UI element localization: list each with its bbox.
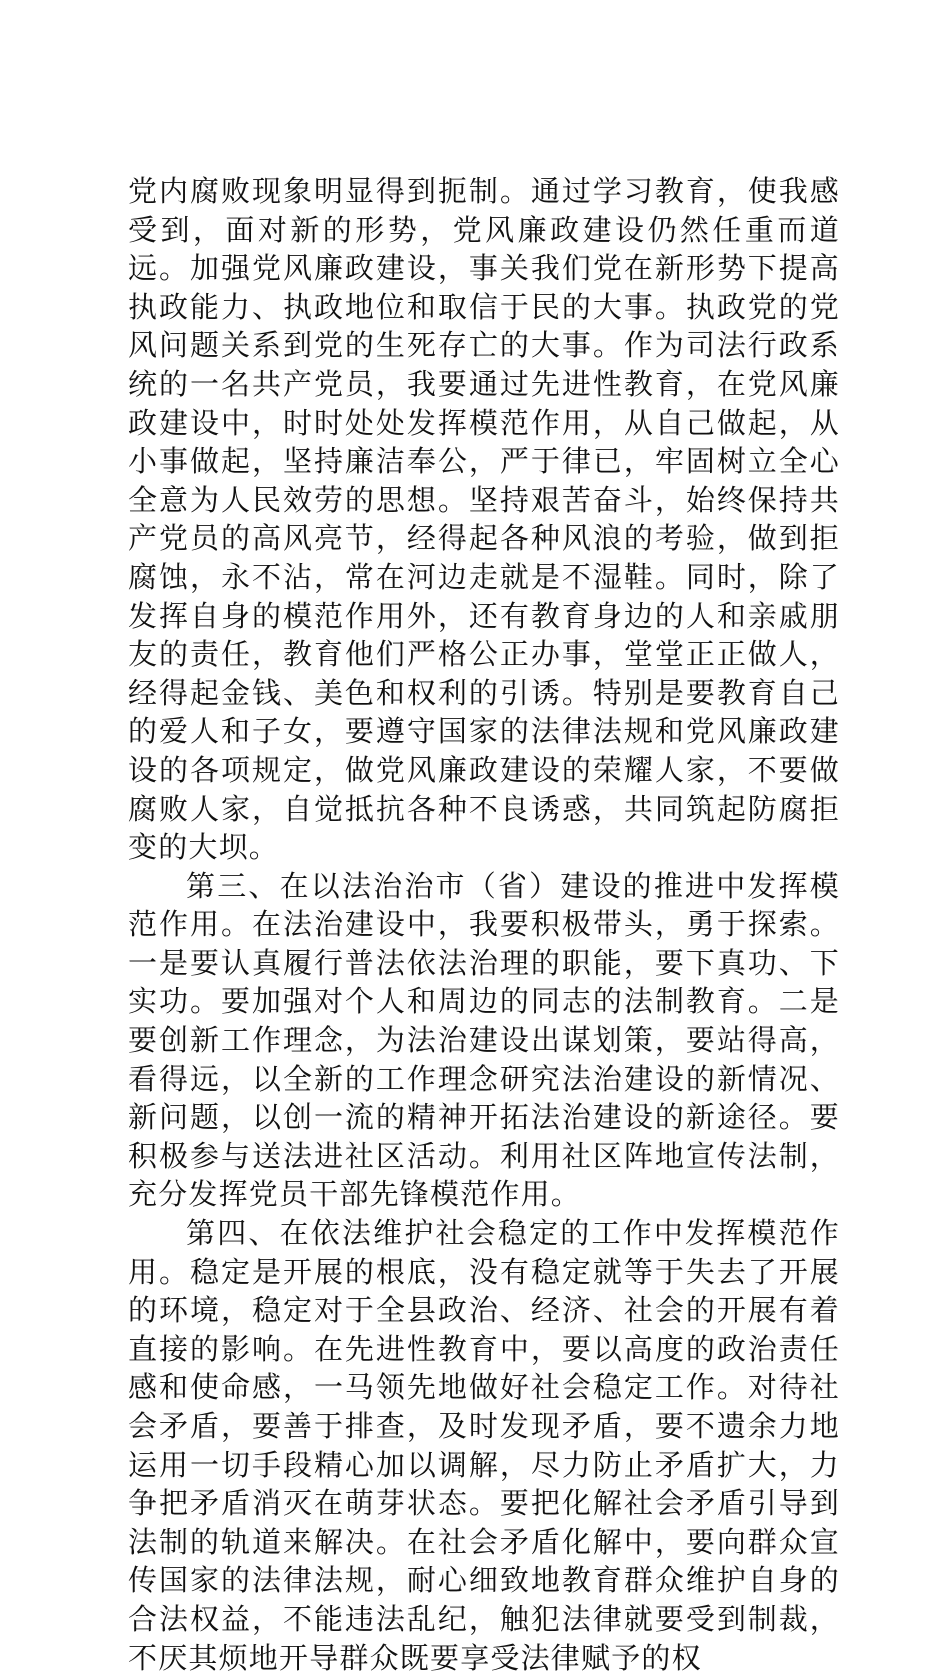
paragraph-social-stability: 第四、在依法维护社会稳定的工作中发挥模范作用。稳定是开展的根底，没有稳定就等于失去了开展的环境，稳定对于全县政治、经济、社会的开展有着直接的影响。在先进性教育中，要以高度的政治责任感和使命感，一马领先地做好社会稳定工作。对待社会矛盾，要善于排查，及时发现矛盾，要不遗余力地运用一切手段精心加以调解，尽力防止矛盾扩大，力争把矛盾消灭在萌芽状态。要把化解社会矛盾引导到法制的轨道来解决。在社会矛盾化解中，要向群众宣传国家的法律法规，耐心细致地教育群众维护自身的合法权益，不能违法乱纪，触犯法律就要受到制裁，不厌其烦地开导群众既要享受法律赋予的权	[128, 1216, 840, 1675]
paragraph-rule-of-law: 第三、在以法治治市（省）建设的推进中发挥模范作用。在法治建设中，我要积极带头，勇于探索。一是要认真履行普法依法治理的职能，要下真功、下实功。要加强对个人和周边的同志的法制教育。二是要创新工作理念，为法治建设出谋划策，要站得高，看得远，以全新的工作理念研究法治建设的新情况、新问题，以创一流的精神开拓法治建设的新途径。要积极参与送法进社区活动。利用社区阵地宣传法制，充分发挥党员干部先锋模范作用。	[128, 868, 840, 1212]
document-body	[128, 172, 840, 1677]
paragraph-integrity: 党内腐败现象明显得到扼制。通过学习教育，使我感受到，面对新的形势，党风廉政建设仍然任重而道远。加强党风廉政建设，事关我们党在新形势下提高执政能力、执政地位和取信于民的大事。执政党的党风问题关系到党的生死存亡的大事。作为司法行政系统的一名共产党员，我要通过先进性教育，在党风廉政建设中，时时处处发挥模范作用，从自己做起，从小事做起，坚持廉洁奉公，严于律已，牢固树立全心全意为人民效劳的思想。坚持艰苦奋斗，始终保持共产党员的高风亮节，经得起各种风浪的考验，做到拒腐蚀，永不沾，常在河边走就是不湿鞋。同时，除了发挥自身的模范作用外，还有教育身边的人和亲戚朋友的责任，教育他们严格公正办事，堂堂正正做人，经得起金钱、美色和权利的引诱。特别是要教育自己的爱人和子女，要遵守国家的法律法规和党风廉政建设的各项规定，做党风廉政建设的荣耀人家，不要做腐败人家，自觉抵抗各种不良诱惑，共同筑起防腐拒变的大坝。	[128, 174, 840, 865]
